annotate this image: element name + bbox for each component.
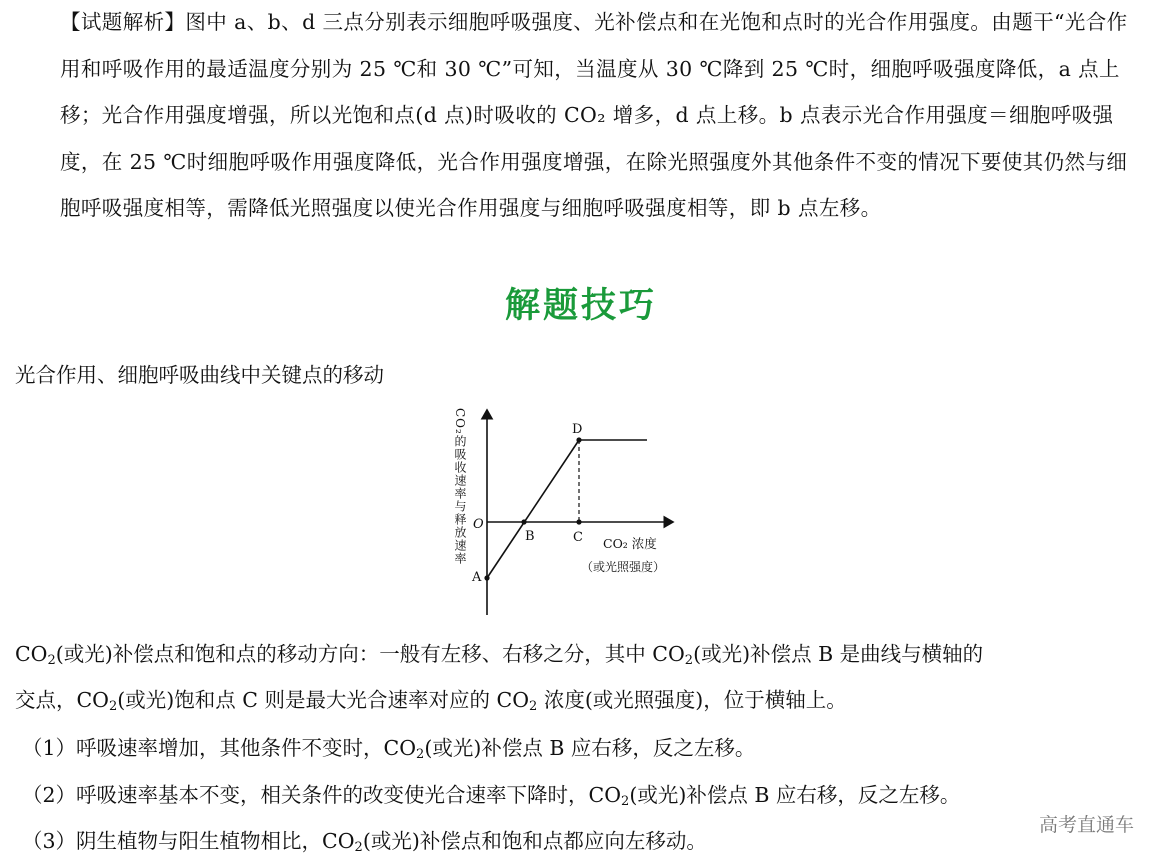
- point-d-label: D: [572, 422, 583, 437]
- y-axis-label: CO₂的吸收速率与释放速率: [453, 408, 467, 565]
- subscript-2: 2: [47, 653, 56, 668]
- point-a-dot: [484, 575, 489, 580]
- text-segment: (或光)补偿点 B 应右移，反之左移。: [629, 783, 961, 807]
- intro-text: 光合作用、细胞呼吸曲线中关键点的移动: [15, 363, 384, 387]
- point-d-dot: [576, 437, 581, 442]
- origin-label: O: [473, 517, 484, 532]
- text-segment: (或光)补偿点 B 应右移，反之左移。: [424, 736, 756, 760]
- analysis-paragraph: [60, 0, 1140, 232]
- curve-rising-segment: [487, 440, 579, 578]
- text-segment: （2）呼吸速率基本不变，相关条件的改变使光合速率下降时，CO: [22, 783, 622, 807]
- point-a-label: A: [472, 570, 482, 585]
- x-axis-label: CO₂ 浓度: [603, 536, 657, 551]
- point-b-dot: [521, 519, 526, 524]
- text-segment: 浓度(或光照强度)，位于横轴上。: [537, 688, 847, 712]
- text-segment: （3）阴生植物与阳生植物相比，CO: [22, 829, 355, 853]
- subscript-2: 2: [109, 699, 118, 714]
- analysis-tag: 【试题解析】: [60, 10, 186, 34]
- subscript-2: 2: [684, 653, 694, 668]
- text-segment: (或光)补偿点 B 是曲线与横轴的: [693, 642, 984, 666]
- text-segment: 交点，CO: [15, 688, 109, 712]
- section-title: 解题技巧: [504, 285, 657, 326]
- text-segment: (或光)饱和点 C 则是最大光合速率对应的 CO: [117, 688, 530, 712]
- point-c-label: C: [573, 530, 583, 545]
- text-segment: (或光)补偿点和饱和点的移动方向：一般有左移、右移之分，其中 CO: [55, 642, 685, 666]
- list-item-3: [22, 824, 707, 854]
- list-item-2: [22, 778, 960, 808]
- point-b-label: B: [525, 529, 535, 544]
- list-item-1: [22, 731, 755, 761]
- subscript-2: 2: [416, 747, 425, 762]
- text-segment: （1）呼吸速率增加，其他条件不变时，CO: [22, 736, 417, 760]
- analysis-text: 图中 a、b、d 三点分别表示细胞呼吸强度、光补偿点和在光饱和点时的光合作用强度。由题干“光合作用和呼吸作用的最适温度分别为 25 ℃和 30 ℃”可知，当温度从 30 ℃降到 25 ℃时，细胞呼吸强度降低，a 点上移；光合作用强度增强，所以光饱和点(d 点)时吸收的 CO₂ 增多，d 点上移。b 点表示光合作用强度＝细胞呼吸强度，在 25 ℃时细胞呼吸作用强度降低，光合作用强度增强，在除光照强度外其他条件不变的情况下要使其仍然与细胞呼吸强度相等，需降低光照强度以使光合作用强度与细胞呼吸强度相等，即 b 点左移。: [60, 10, 1128, 220]
- x-axis-sublabel: （或光照强度）: [581, 560, 666, 574]
- text-segment: (或光)补偿点和饱和点都应向左移动。: [362, 829, 707, 853]
- text-co: CO: [15, 642, 48, 666]
- subscript-2: 2: [621, 794, 630, 809]
- point-c-dot: [576, 519, 581, 524]
- explanation-line-2: [15, 683, 847, 713]
- explanation-line-1: [15, 637, 983, 667]
- photosynthesis-curve-figure: [445, 400, 705, 625]
- subscript-2: 2: [354, 840, 363, 855]
- subscript-2: 2: [529, 699, 538, 714]
- watermark: 高考直通车: [1038, 814, 1134, 836]
